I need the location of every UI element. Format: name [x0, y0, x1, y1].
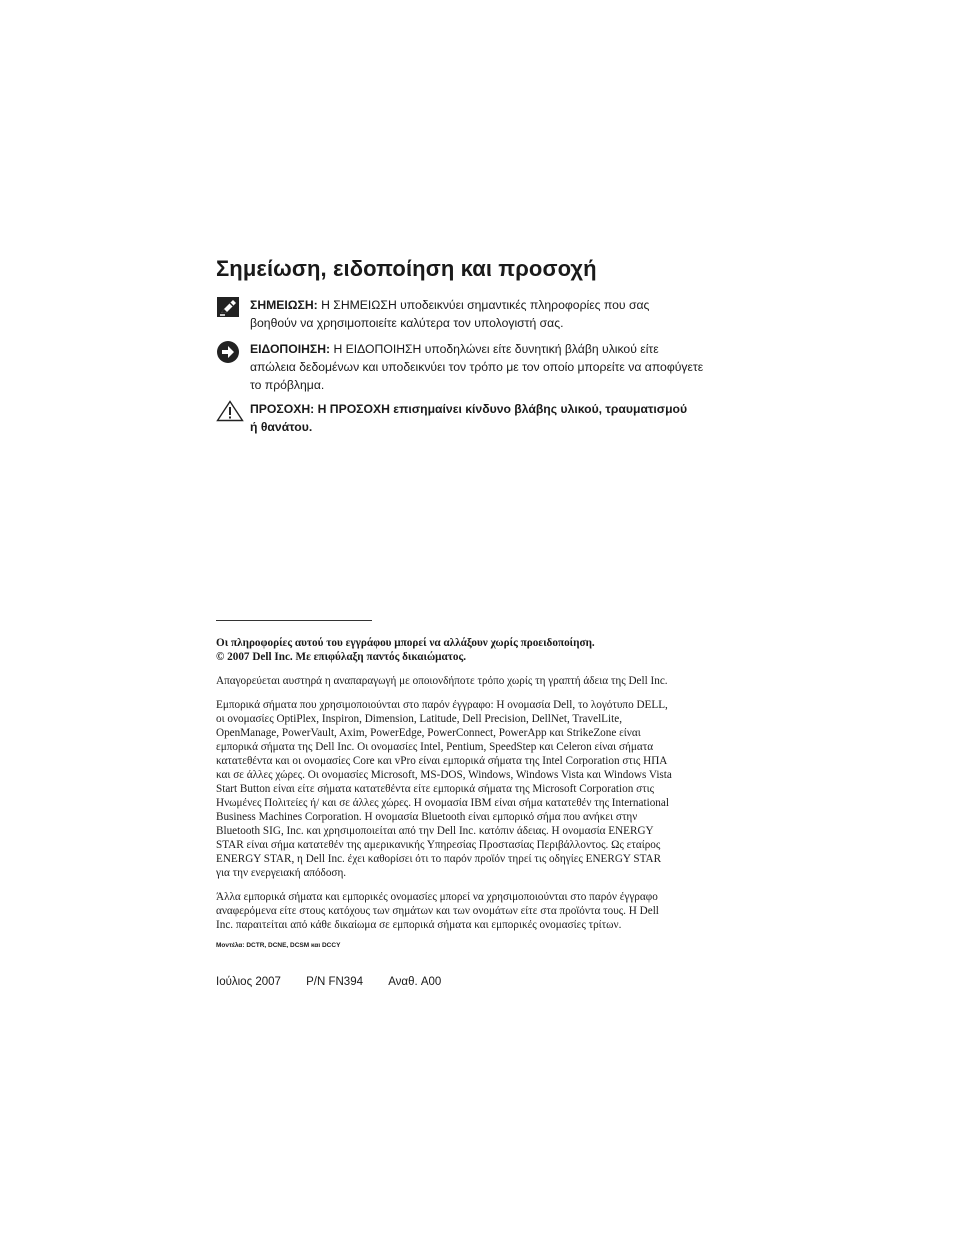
- trademark-line: Εμπορικά σήματα που χρησιμοποιούνται στο παρόν έγγραφο: Η ονομασία Dell, το λογότυπο DELL,: [216, 699, 668, 711]
- notice-text: απώλεια δεδομένων και υποδεικνύει τον τρόπο με τον οποίο μπορείτε να αποφύγετε: [250, 360, 704, 374]
- note-label: ΣΗΜΕΙΩΣΗ:: [250, 298, 318, 312]
- trademark-line: για την ενεργειακή απόδοση.: [216, 867, 347, 879]
- footer-part-number: P/N FN394: [306, 976, 363, 988]
- trademark-line: Start Button είναι είτε σήματα κατατεθέντα είτε εμπορικά σήματα της Microsoft Corporation στις: [216, 783, 655, 795]
- trademark-line: Ηνωμένες Πολιτείες ή/ και σε άλλες χώρες. Η ονομασία IBM είναι σήμα κατατεθέν της International: [216, 797, 669, 809]
- footer-date: Ιούλιος 2007: [216, 976, 281, 988]
- notice-text: Η ΕΙΔΟΠΟΙΗΣΗ υποδηλώνει είτε δυνητική βλάβη υλικού είτε: [330, 342, 659, 356]
- other-trademarks-line: Άλλα εμπορικά σήματα και εμπορικές ονομασίες μπορεί να χρησιμοποιούνται στο παρόν έγγραφο: [216, 891, 658, 903]
- trademark-line: εμπορικά σήματα της Dell Inc. Οι ονομασίες Intel, Pentium, SpeedStep και Celeron είναι σήματα: [216, 741, 654, 753]
- warning-triangle-icon: [216, 400, 244, 427]
- caution-text: ή θανάτου.: [250, 420, 313, 434]
- models-line: Μοντέλα: DCTR, DCNE, DCSM και DCCY: [216, 942, 341, 949]
- pencil-note-icon: [216, 296, 240, 323]
- caution-label: ΠΡΟΣΟΧΗ:: [250, 402, 315, 416]
- trademark-line: ENERGY STAR, η Dell Inc. έχει καθορίσει ότι το παρόν προϊόν τηρεί τις οδηγίες ENERGY STAR: [216, 853, 662, 865]
- page-title: Σημείωση, ειδοποίηση και προσοχή: [216, 256, 597, 281]
- trademark-line: και σε άλλες χώρες. Οι ονομασίες Microsoft, MS-DOS, Windows, Windows Vista και Windows Vista: [216, 769, 672, 781]
- trademark-line: κατατεθέντα και οι ονομασίες Core και vPro είναι εμπορικά σήματα της Intel Corporation στις ΗΠΑ: [216, 755, 668, 767]
- notice-label: ΕΙΔΟΠΟΙΗΣΗ:: [250, 342, 331, 356]
- notice-text: το πρόβλημα.: [250, 378, 325, 392]
- footer: [216, 976, 463, 988]
- note-text: Η ΣΗΜΕΙΩΣΗ υποδεικνύει σημαντικές πληροφορίες που σας: [317, 298, 650, 312]
- legal-notice: [216, 636, 716, 932]
- trademark-line: Bluetooth SIG, Inc. και χρησιμοποιείται από την Dell Inc. κατόπιν άδειας. Η ονομασία ENERGY: [216, 825, 654, 837]
- legal-heading: Οι πληροφορίες αυτού του εγγράφου μπορεί να αλλάξουν χωρίς προειδοποίηση.: [216, 637, 595, 649]
- copyright-line: © 2007 Dell Inc. Με επιφύλαξη παντός δικαιώματος.: [216, 651, 466, 663]
- trademark-line: οι ονομασίες OptiPlex, Inspiron, Dimension, Latitude, Dell Precision, DellNet, TravelLite,: [216, 713, 622, 725]
- divider: [216, 620, 372, 621]
- trademark-line: Business Machines Corporation. Η ονομασία Bluetooth είναι εμπορικό σήμα που ανήκει στην: [216, 811, 638, 823]
- footer-revision: Αναθ. A00: [388, 976, 442, 988]
- notice-arrow-icon: [216, 340, 240, 369]
- other-trademarks-paragraph: [216, 890, 716, 932]
- trademark-line: OpenManage, PowerVault, Axim, PowerEdge, PowerConnect, PowerApp και StrikeZone είναι: [216, 727, 641, 739]
- other-trademarks-line: Inc. παραιτείται από κάθε δικαίωμα σε εμπορικά σήματα και εμπορικές ονομασίες τρίτων.: [216, 919, 622, 931]
- caution-text: Η ΠΡΟΣΟΧΗ επισημαίνει κίνδυνο βλάβης υλικού, τραυματισμού: [314, 402, 688, 416]
- trademark-paragraph: [216, 698, 716, 880]
- trademark-line: STAR είναι σήμα κατατεθέν της αμερικανικής Υπηρεσίας Προστασίας Περιβάλλοντος. Ως εταίρος: [216, 839, 661, 851]
- reproduction-notice: Απαγορεύεται αυστηρά η αναπαραγωγή με οποιονδήποτε τρόπο χωρίς τη γραπτή άδεια της Dell Inc.: [216, 675, 668, 687]
- other-trademarks-line: αναφερόμενα είτε στους κατόχους των σημάτων και των ονομάτων είτε στα προϊόντα τους. Η Dell: [216, 905, 659, 917]
- note-text: βοηθούν να χρησιμοποιείτε καλύτερα τον υπολογιστή σας.: [250, 316, 564, 330]
